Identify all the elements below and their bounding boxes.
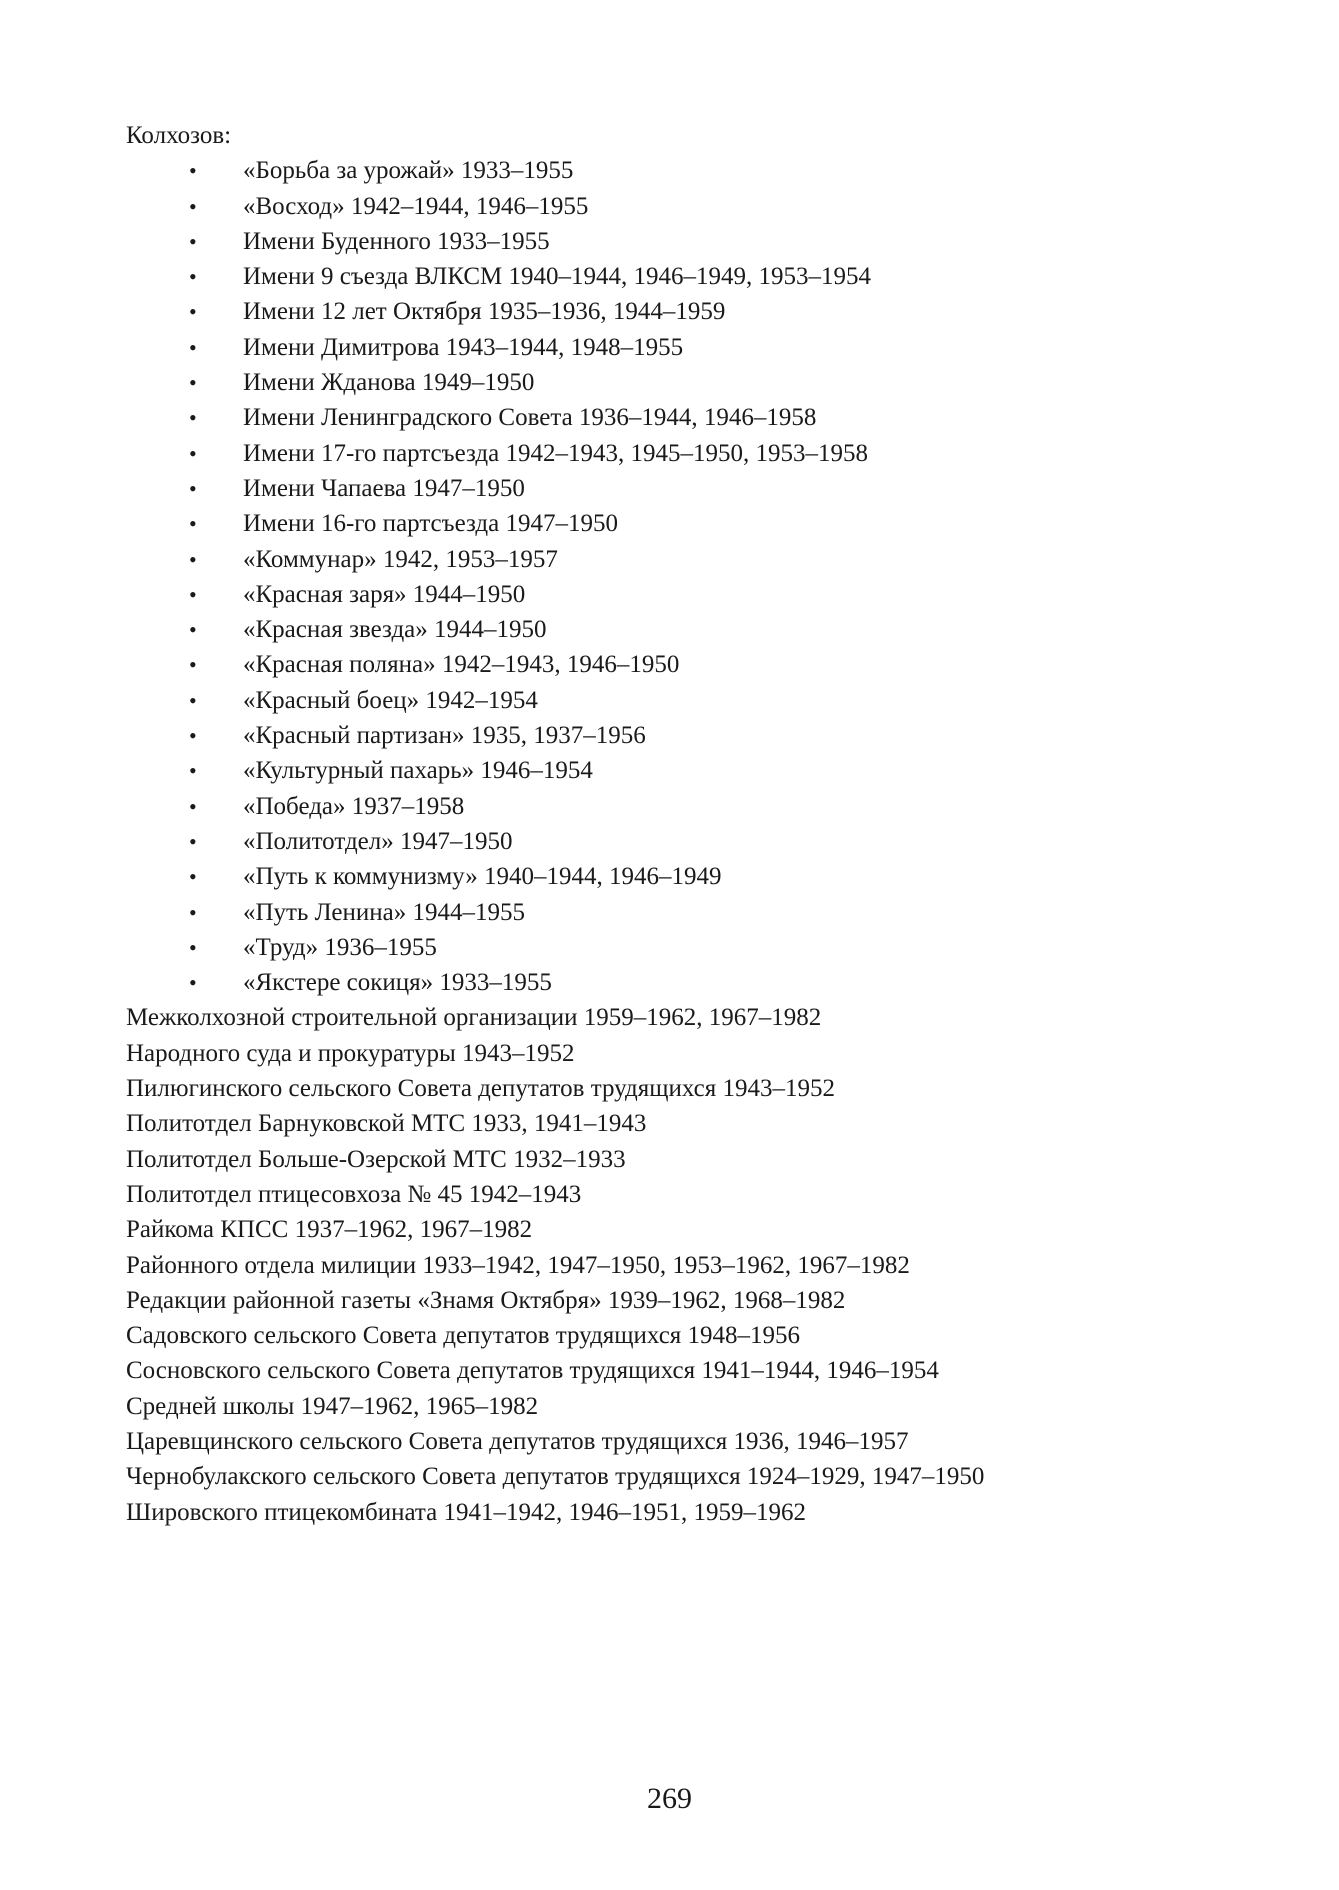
bullet-icon: • (189, 899, 197, 925)
list-item-text: «Путь Ленина» 1944–1955 (243, 898, 525, 926)
list-item-text: Имени Димитрова 1943–1944, 1948–1955 (243, 333, 684, 361)
bullet-icon: • (189, 475, 197, 501)
bullet-icon: • (189, 228, 197, 254)
bullet-icon: • (189, 440, 197, 466)
list-item (126, 859, 1226, 894)
bullet-icon: • (189, 370, 197, 396)
bullet-icon: • (189, 793, 197, 819)
organization-entry: Садовского сельского Совета депутатов трудящихся 1948–1956 (126, 1322, 801, 1350)
organization-entry: Политотдел Барнуковской МТС 1933, 1941–1943 (126, 1110, 647, 1138)
list-item (126, 330, 1226, 365)
bullet-icon: • (189, 193, 197, 219)
list-item-text: «Красная звезда» 1944–1950 (243, 616, 547, 644)
organization-entry: Чернобулакского сельского Совета депутатов трудящихся 1924–1929, 1947–1950 (126, 1463, 985, 1491)
bullet-icon: • (189, 723, 197, 749)
bullet-icon: • (189, 864, 197, 890)
organization-entry: Пилюгинского сельского Совета депутатов трудящихся 1943–1952 (126, 1075, 836, 1103)
organization-entry: Политотдел птицесовхоза № 45 1942–1943 (126, 1180, 582, 1208)
list-item-text: «Коммунар» 1942, 1953–1957 (243, 545, 558, 573)
bullet-icon: • (189, 299, 197, 325)
list-item-text: «Красный партизан» 1935, 1937–1956 (243, 722, 646, 750)
list-item-text: «Путь к коммунизму» 1940–1944, 1946–1949 (243, 863, 722, 891)
list-item (126, 259, 1226, 294)
list-item (126, 471, 1226, 506)
kolkhoz-heading: Колхозов: (126, 122, 232, 149)
list-item (126, 189, 1226, 224)
list-item (126, 753, 1226, 788)
bullet-icon: • (189, 581, 197, 607)
list-item-text: Имени 12 лет Октября 1935–1936, 1944–1959 (243, 298, 726, 326)
list-item (126, 294, 1226, 329)
list-item-text: «Красная заря» 1944–1950 (243, 580, 526, 608)
bullet-icon: • (189, 264, 197, 290)
organization-entry: Райкома КПСС 1937–1962, 1967–1982 (126, 1216, 533, 1244)
organization-entry: Шировского птицекомбината 1941–1942, 1946–1951, 1959–1962 (126, 1498, 806, 1526)
organization-entry: Царевщинского сельского Совета депутатов трудящихся 1936, 1946–1957 (126, 1427, 909, 1455)
list-item-text: «Якстере сокиця» 1933–1955 (243, 969, 552, 997)
list-item-text: Имени Жданова 1949–1950 (243, 369, 535, 397)
organization-entry: Межколхозной строительной организации 1959–1962, 1967–1982 (126, 1004, 822, 1032)
bullet-icon: • (189, 511, 197, 537)
list-item (126, 153, 1226, 188)
list-item-text: «Труд» 1936–1955 (243, 933, 437, 961)
bullet-icon: • (189, 758, 197, 784)
bullet-icon: • (189, 828, 197, 854)
organization-list (126, 1000, 1226, 1529)
list-item (126, 824, 1226, 859)
list-item (126, 577, 1226, 612)
list-item (126, 224, 1226, 259)
list-item (126, 965, 1226, 1000)
kolkhoz-list (126, 153, 1226, 1000)
organization-entry: Редакции районной газеты «Знамя Октября» 1939–1962, 1968–1982 (126, 1286, 846, 1314)
list-item-text: «Борьба за урожай» 1933–1955 (243, 157, 574, 185)
list-item-text: Имени Чапаева 1947–1950 (243, 474, 525, 502)
list-item-text: Имени 9 съезда ВЛКСМ 1940–1944, 1946–1949, 1953–1954 (243, 263, 872, 291)
list-item (126, 506, 1226, 541)
organization-entry: Политотдел Больше-Озерской МТС 1932–1933 (126, 1145, 626, 1173)
bullet-icon: • (189, 970, 197, 996)
page-number: 269 (647, 1782, 692, 1815)
bullet-icon: • (189, 617, 197, 643)
list-item (126, 365, 1226, 400)
list-item (126, 436, 1226, 471)
organization-entry: Районного отдела милиции 1933–1942, 1947–1950, 1953–1962, 1967–1982 (126, 1251, 910, 1279)
list-item (126, 895, 1226, 930)
list-item (126, 930, 1226, 965)
list-item (126, 612, 1226, 647)
list-item-text: «Красная поляна» 1942–1943, 1946–1950 (243, 651, 680, 679)
organization-entry: Народного суда и прокуратуры 1943–1952 (126, 1039, 575, 1067)
list-item (126, 400, 1226, 435)
list-item (126, 542, 1226, 577)
list-item-text: «Политотдел» 1947–1950 (243, 827, 513, 855)
list-item (126, 789, 1226, 824)
list-item-text: Имени Буденного 1933–1955 (243, 227, 550, 255)
list-item (126, 647, 1226, 682)
list-item-text: Имени Ленинградского Совета 1936–1944, 1946–1958 (243, 404, 817, 432)
list-item (126, 683, 1226, 718)
organization-entry: Средней школы 1947–1962, 1965–1982 (126, 1392, 539, 1420)
page-content (126, 118, 1226, 1530)
list-item-text: «Победа» 1937–1958 (243, 792, 465, 820)
bullet-icon: • (189, 934, 197, 960)
bullet-icon: • (189, 334, 197, 360)
list-item (126, 718, 1226, 753)
bullet-icon: • (189, 405, 197, 431)
list-item-text: «Культурный пахарь» 1946–1954 (243, 757, 593, 785)
bullet-icon: • (189, 652, 197, 678)
organization-entry: Сосновского сельского Совета депутатов трудящихся 1941–1944, 1946–1954 (126, 1357, 939, 1385)
bullet-icon: • (189, 158, 197, 184)
list-item-text: Имени 16-го партсъезда 1947–1950 (243, 510, 618, 538)
bullet-icon: • (189, 687, 197, 713)
list-item-text: Имени 17-го партсъезда 1942–1943, 1945–1950, 1953–1958 (243, 439, 868, 467)
bullet-icon: • (189, 546, 197, 572)
list-item-text: «Восход» 1942–1944, 1946–1955 (243, 192, 589, 220)
list-item-text: «Красный боец» 1942–1954 (243, 686, 538, 714)
